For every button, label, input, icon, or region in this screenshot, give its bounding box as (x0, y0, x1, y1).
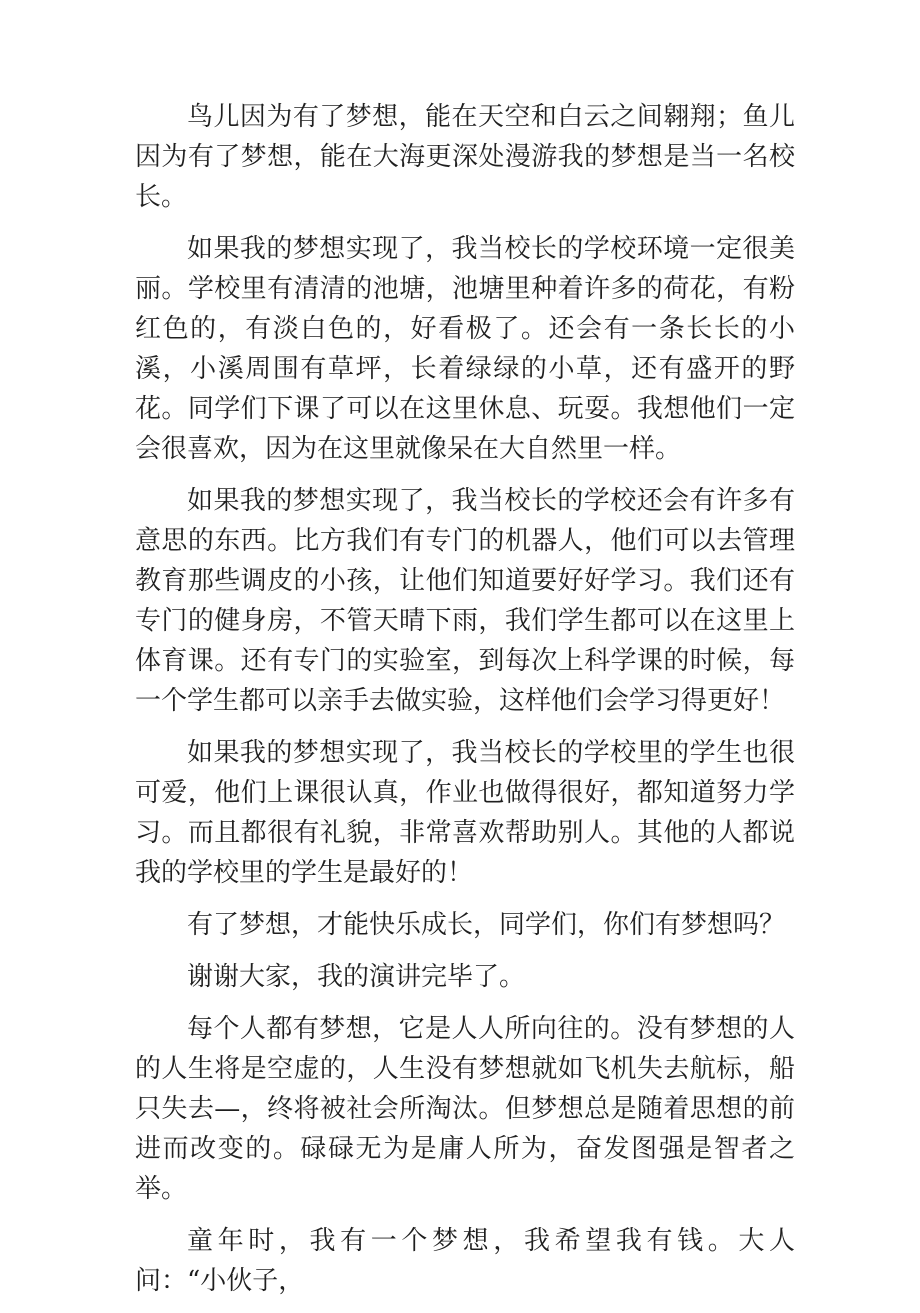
paragraph-1: 鸟儿因为有了梦想，能在天空和白云之间翱翔；鱼儿因为有了梦想，能在大海更深处漫游我的梦想是当一名校长。 (135, 102, 795, 212)
paragraph-8: 童年时，我有一个梦想，我希望我有钱。大人问：“小伙子， (135, 1226, 795, 1296)
paragraph-6: 谢谢大家，我的演讲完毕了。 (187, 962, 526, 992)
paragraph-5: 有了梦想，才能快乐成长，同学们，你们有梦想吗？ (187, 910, 786, 940)
paragraph-4: 如果我的梦想实现了，我当校长的学校里的学生也很可爱，他们上课很认真，作业也做得很好，都知道努力学习。而且都很有礼貌，非常喜欢帮助别人。其他的人都说我的学校里的学生是最好的！ (135, 738, 795, 888)
paragraph-3: 如果我的梦想实现了，我当校长的学校还会有许多有意思的东西。比方我们有专门的机器人，他们可以去管理教育那些调皮的小孩，让他们知道要好好学习。我们还有专门的健身房，不管天晴下雨，我们学生都可以在这里上体育课。还有专门的实验室，到每次上科学课的时候，每一个学生都可以亲手去做实验，这样他们会学习得更好！ (135, 486, 795, 716)
paragraph-2: 如果我的梦想实现了，我当校长的学校环境一定很美丽。学校里有清清的池塘，池塘里种着许多的荷花，有粉红色的，有淡白色的，好看极了。还会有一条长长的小溪，小溪周围有草坪，长着绿绿的小草，还有盛开的野花。同学们下课了可以在这里休息、玩耍。我想他们一定会很喜欢，因为在这里就像呆在大自然里一样。 (135, 234, 795, 464)
paragraph-7: 每个人都有梦想，它是人人所向往的。没有梦想的人的人生将是空虚的，人生没有梦想就如飞机失去航标，船只失去—，终将被社会所淘汰。但梦想总是随着思想的前进而改变的。碌碌无为是庸人所为，奋发图强是智者之举。 (135, 1014, 795, 1204)
document-body (135, 97, 795, 1313)
